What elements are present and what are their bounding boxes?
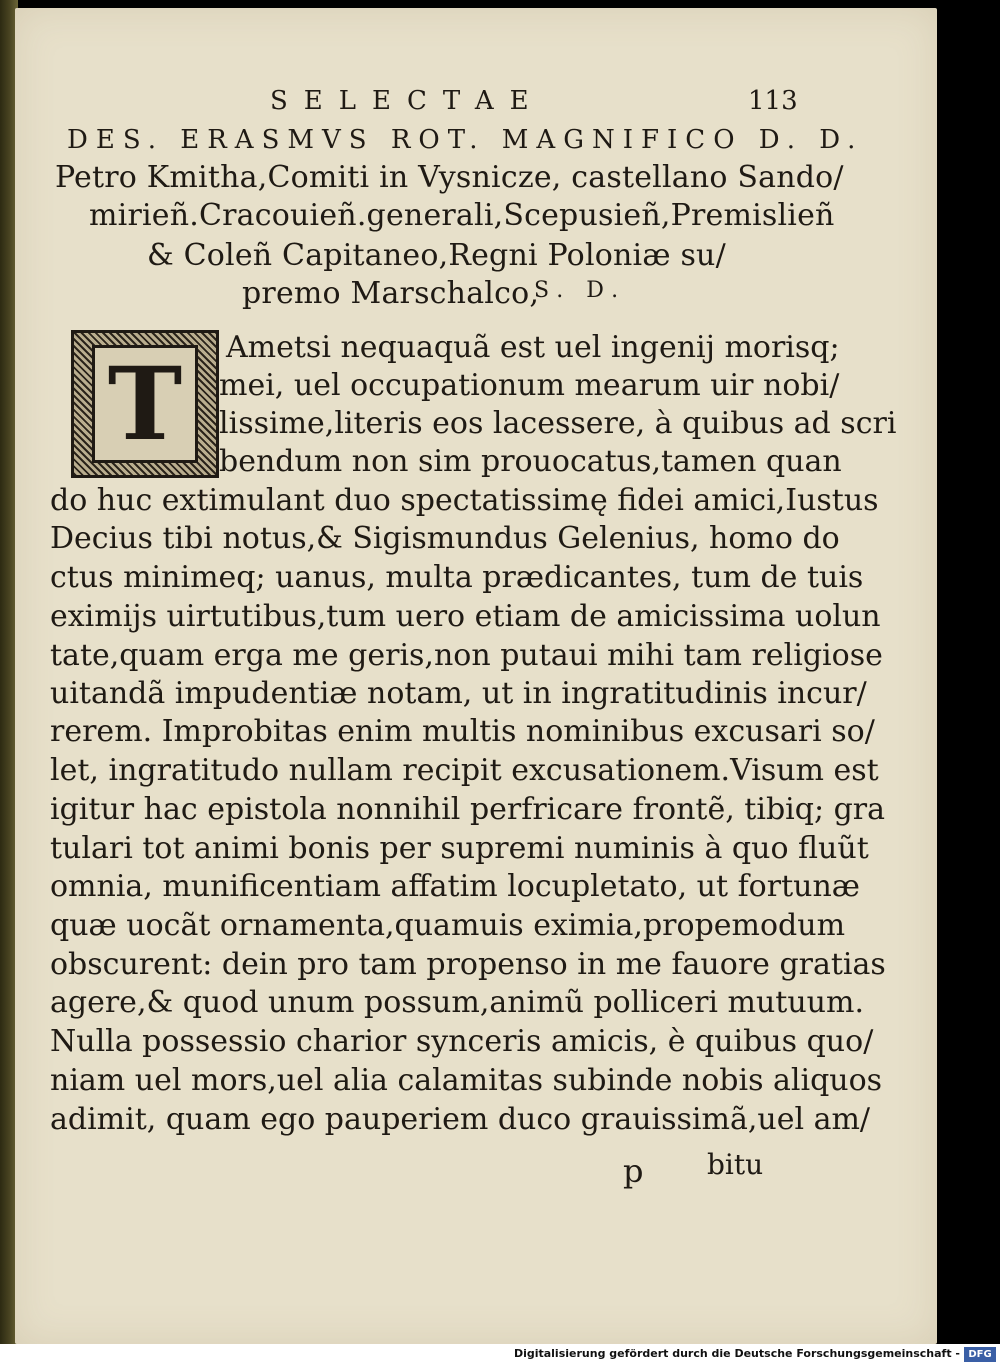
body-line-7: ctus minimeq; uanus, multa prædicantes, tum de tuis xyxy=(50,560,864,595)
body-line-1: Ametsi nequaquã est uel ingenij morisq; xyxy=(226,330,840,365)
body-line-10: uitandã impudentiæ notam, ut in ingratitudinis incur/ xyxy=(50,676,867,711)
body-line-17: obscurent: dein pro tam propenso in me fauore gratias xyxy=(50,947,886,982)
body-line-8: eximijs uirtutibus,tum uero etiam de amicissima uolun xyxy=(50,599,881,634)
body-line-15: omnia, munificentiam affatim locupletato, ut fortunæ xyxy=(50,869,860,904)
body-line-9: tate,quam erga me geris,non putaui mihi tam religiose xyxy=(50,638,883,673)
body-line-13: igitur hac epistola nonnihil perfricare frontẽ, tibiq; gra xyxy=(50,792,886,827)
body-line-16: quæ uocãt ornamenta,quamuis eximia,propemodum xyxy=(50,908,846,943)
body-line-2: mei, uel occupationum mearum uir nobi/ xyxy=(219,368,840,403)
body-line-3: lissime,literis eos lacessere, à quibus ad scri xyxy=(219,406,897,441)
paper-sheet xyxy=(15,8,937,1344)
catchword: bitu xyxy=(707,1148,764,1181)
body-line-11: rerem. Improbitas enim multis nominibus excusari so/ xyxy=(50,714,875,749)
body-line-4: bendum non sim prouocatus,tamen quan xyxy=(219,444,842,479)
body-line-18: agere,& quod unum possum,animũ polliceri mutuum. xyxy=(50,985,864,1020)
footer-credit: Digitalisierung gefördert durch die Deutsche Forschungsgemeinschaft - xyxy=(513,1347,960,1360)
running-head: SELECTAE xyxy=(270,86,545,116)
heading-line-5: premo Marschalco, xyxy=(242,276,540,311)
heading-line-2: Petro Kmitha,Comiti in Vysnicze, castellano Sando/ xyxy=(55,160,844,195)
footer-bar xyxy=(0,1344,1000,1366)
body-line-14: tulari tot animi bonis per supremi numinis à quo fluũt xyxy=(50,831,869,866)
body-line-19: Nulla possessio charior synceris amicis, è quibus quo/ xyxy=(50,1024,874,1059)
heading-line-3: mirieñ.Cracouieñ.generali,Scepusieñ,Premislieñ xyxy=(89,198,835,233)
initial-letter: T xyxy=(92,345,198,463)
body-line-6: Decius tibi notus,& Sigismundus Gelenius, homo do xyxy=(50,521,840,556)
heading-line-4: & Coleñ Capitaneo,Regni Poloniæ su/ xyxy=(147,238,726,273)
dfg-logo-icon: DFG xyxy=(964,1347,996,1362)
heading-closing: S. D. xyxy=(534,278,627,303)
folio-number: 113 xyxy=(748,86,798,116)
decorated-initial xyxy=(71,330,219,478)
signature-mark: p xyxy=(623,1152,644,1190)
heading-line-1: DES. ERASMVS ROT. MAGNIFICO D. D. xyxy=(67,125,864,155)
body-line-20: niam uel mors,uel alia calamitas subinde nobis aliquos xyxy=(50,1063,883,1098)
body-line-21: adimit, quam ego pauperiem duco grauissimã,uel am/ xyxy=(50,1102,871,1137)
body-line-12: let, ingratitudo nullam recipit excusationem.Visum est xyxy=(50,753,879,788)
body-line-5: do huc extimulant duo spectatissimę fidei amici,Iustus xyxy=(50,483,879,518)
